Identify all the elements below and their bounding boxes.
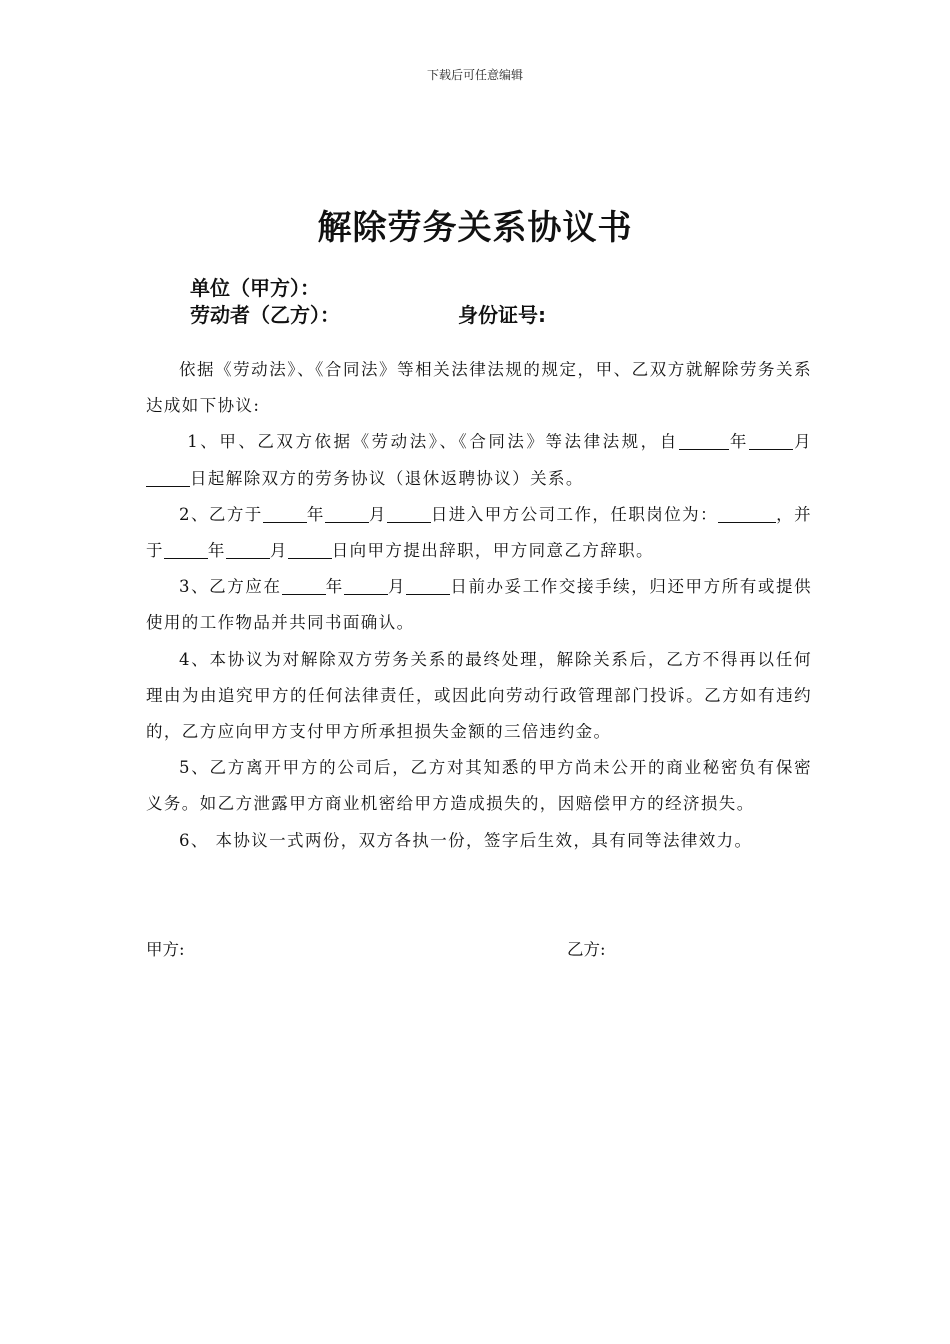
year-label: 年 bbox=[306, 504, 325, 524]
agreement-body bbox=[146, 352, 812, 859]
clause-6: 6、 本协议一式两份，双方各执一份，签字后生效，具有同等法律效力。 bbox=[179, 830, 753, 850]
clause-2-text-d: 日向甲方提出辞职，甲方同意乙方辞职。 bbox=[331, 541, 654, 561]
clause-4: 4、本协议为对解除双方劳务关系的最终处理，解除关系后，乙方不得再以任何理由为由追究甲方的任何法律责任，或因此向劳动行政管理部门投诉。乙方如有违约的，乙方应向甲方支付甲方所承担损失金额的三倍违约金。 bbox=[146, 649, 812, 742]
clause-1-text-a: 1、甲、乙双方依据《劳动法》、《合同法》等法律法规，自 bbox=[187, 432, 679, 452]
position-blank bbox=[718, 505, 750, 523]
clause-1-text-b: 日起解除双方的劳务协议（退休返聘协议）关系。 bbox=[190, 468, 584, 488]
year-blank bbox=[679, 433, 729, 451]
day-blank bbox=[406, 578, 450, 596]
clause-3-text-b: 日前办妥工作交接手续，归还甲方所有或提供使用的工作物品并共同书面确认。 bbox=[146, 577, 813, 633]
day-blank bbox=[146, 469, 190, 487]
document-title: 解除劳务关系协议书 bbox=[317, 208, 633, 248]
year-blank bbox=[282, 578, 326, 596]
party-a-signature-label: 甲方: bbox=[146, 940, 185, 959]
month-blank bbox=[226, 542, 270, 560]
year-label: 年 bbox=[207, 541, 226, 561]
clause-2-text-c: ，并于 bbox=[146, 504, 812, 561]
unit-line bbox=[190, 272, 320, 301]
worker-line bbox=[190, 299, 546, 328]
clause-2 bbox=[146, 497, 812, 569]
month-label: 月 bbox=[269, 541, 288, 561]
clause-2-text-b: 日进入甲方公司工作，任职岗位为： bbox=[430, 504, 719, 524]
day-blank bbox=[387, 505, 431, 523]
header-note: 下载后可任意编辑 bbox=[426, 68, 523, 82]
day-blank bbox=[288, 542, 332, 560]
clause-1 bbox=[146, 424, 812, 496]
month-blank bbox=[325, 505, 369, 523]
clause-5: 5、乙方离开甲方的公司后，乙方对其知悉的甲方尚未公开的商业秘密负有保密义务。如乙方泄露甲方商业机密给甲方造成损失的，因赔偿甲方的经济损失。 bbox=[146, 758, 812, 814]
year-label: 年 bbox=[728, 432, 749, 452]
month-blank bbox=[344, 578, 388, 596]
clause-2-text-a: 2、乙方于 bbox=[179, 504, 263, 524]
party-b-signature-label: 乙方: bbox=[567, 940, 606, 959]
year-label: 年 bbox=[325, 577, 344, 597]
id-number-label: 身份证号: bbox=[458, 303, 546, 327]
month-label: 月 bbox=[368, 504, 387, 524]
month-blank bbox=[749, 433, 793, 451]
month-label: 月 bbox=[387, 577, 407, 597]
clause-3 bbox=[146, 569, 812, 641]
intro-paragraph: 依据《劳动法》、《合同法》等相关法律法规的规定，甲、乙双方就解除劳务关系达成如下协议: bbox=[146, 360, 812, 416]
clause-3-text-a: 3、乙方应在 bbox=[179, 577, 282, 597]
unit-label: 单位（甲方）： bbox=[190, 276, 320, 300]
month-label: 月 bbox=[792, 432, 812, 452]
year-blank bbox=[164, 542, 208, 560]
position-blank-cont bbox=[750, 505, 776, 523]
year-blank bbox=[263, 505, 307, 523]
worker-label: 劳动者（乙方）： bbox=[190, 303, 340, 327]
